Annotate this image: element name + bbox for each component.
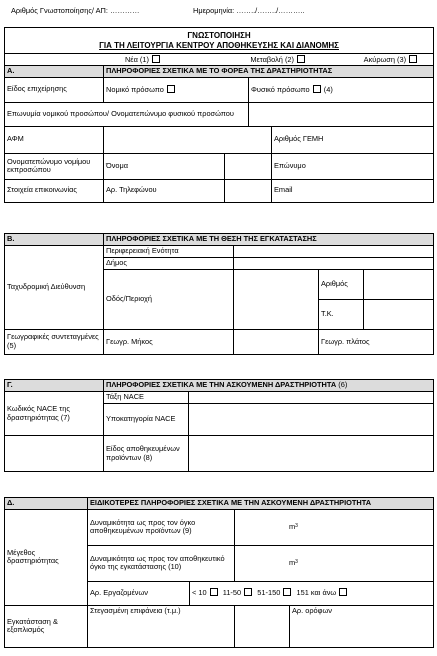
longitude-label: Γεωγρ. Μήκος bbox=[104, 330, 234, 355]
checkbox-emp-lt10[interactable] bbox=[210, 588, 218, 596]
checkbox-emp-151-plus[interactable] bbox=[339, 588, 347, 596]
number-label: Αριθμός bbox=[319, 270, 364, 300]
section-a-letter: Α. bbox=[5, 66, 104, 78]
type-cancel[interactable]: Ακύρωση (3) bbox=[308, 55, 418, 65]
capacity-facility-label: Δυναμικότητα ως προς τον αποθηκευτικό όγκο της εγκατάστασης (10) bbox=[88, 545, 235, 581]
emp-11-50[interactable]: 11-50 bbox=[223, 588, 253, 597]
section-a-table bbox=[4, 27, 434, 203]
checkbox-emp-51-150[interactable] bbox=[283, 588, 291, 596]
street-value[interactable] bbox=[234, 270, 319, 330]
title-line-1: ΓΝΩΣΤΟΠΟΙΗΣΗ bbox=[187, 30, 251, 40]
section-c-heading: ΠΛΗΡΟΦΟΡΙΕΣ ΣΧΕΤΙΚΑ ΜΕ ΤΗΝ ΑΣΚΟΥΜΕΝΗ ΔΡΑΣΤΗΡΙΟΤΗΤΑ (6) bbox=[104, 380, 434, 392]
street-label: Οδός/Περιοχή bbox=[104, 270, 234, 330]
capacity-facility-value[interactable]: $m^3$ bbox=[235, 545, 434, 581]
section-a-heading: ΠΛΗΡΟΦΟΡΙΕΣ ΣΧΕΤΙΚΑ ΜΕ ΤΟ ΦΟΡΕΑ ΤΗΣ ΔΡΑΣΤΗΡΙΟΤΗΤΑΣ bbox=[104, 66, 434, 78]
section-d-heading: ΕΙΔΙΚΟΤΕΡΕΣ ΠΛΗΡΟΦΟΡΙΕΣ ΣΧΕΤΙΚΑ ΜΕ ΤΗΝ ΑΣΚΟΥΜΕΝΗ ΔΡΑΣΤΗΡΙΟΤΗΤΑ bbox=[88, 498, 434, 510]
covered-area-label: Στεγασμένη επιφάνεια (τ.μ.) bbox=[88, 605, 235, 647]
emp-151-plus[interactable]: 151 και άνω bbox=[296, 588, 348, 597]
section-c-table bbox=[4, 379, 434, 472]
section-b-table bbox=[4, 233, 434, 355]
nace-class-label: Τάξη NACE bbox=[104, 392, 189, 404]
employees-options bbox=[190, 581, 434, 605]
first-name-value[interactable] bbox=[225, 153, 272, 179]
section-c-letter: Γ. bbox=[5, 380, 104, 392]
first-name-label: Όνομα bbox=[104, 153, 225, 179]
stored-products-value[interactable] bbox=[189, 436, 434, 472]
entity-type-label: Είδος επιχείρησης bbox=[5, 77, 104, 102]
municipality-label: Δήμος bbox=[104, 258, 234, 270]
phone-value[interactable] bbox=[225, 179, 272, 202]
capacity-products-value[interactable]: $m^3$ bbox=[235, 509, 434, 545]
empty-cell bbox=[5, 436, 104, 472]
representative-label: Ονοματεπώνυμο νομίμου εκπροσώπου bbox=[5, 153, 104, 179]
checkbox-legal-person[interactable] bbox=[167, 85, 175, 93]
nace-subcategory-value[interactable] bbox=[189, 404, 434, 436]
email-label: Email bbox=[272, 179, 434, 202]
date-field: Ημερομηνία: ……../……../……….. bbox=[193, 6, 305, 15]
checkbox-natural-person[interactable] bbox=[313, 85, 321, 93]
form-header bbox=[11, 7, 431, 19]
section-d-table bbox=[4, 497, 434, 648]
covered-area-value[interactable] bbox=[235, 605, 290, 647]
stored-products-label: Είδος αποθηκευμένων προϊόντων (8) bbox=[104, 436, 189, 472]
employees-label: Αρ. Εργαζομένων bbox=[88, 581, 190, 605]
postcode-label: Τ.Κ. bbox=[319, 300, 364, 330]
longitude-value[interactable] bbox=[234, 330, 319, 355]
postal-address-label: Ταχυδρομική Διεύθυνση bbox=[5, 246, 104, 330]
checkbox-emp-11-50[interactable] bbox=[244, 588, 252, 596]
capacity-products-label: Δυναμικότητα ως προς τον όγκο αποθηκευμένων προϊόντων (9) bbox=[88, 509, 235, 545]
title-line-2: ΓΙΑ ΤΗ ΛΕΙΤΟΥΡΓΙΑ ΚΕΝΤΡΟΥ ΑΠΟΘΗΚΕΥΣΗΣ ΚΑΙ ΔΙΑΝΟΜΗΣ bbox=[99, 40, 339, 50]
type-change[interactable]: Μεταβολή (2) bbox=[163, 55, 306, 65]
notification-type-row bbox=[5, 54, 434, 66]
nace-code-label: Κωδικός NACE της δραστηριότητας (7) bbox=[5, 392, 104, 436]
gemi-label: Αριθμός ΓΕΜΗ bbox=[272, 126, 434, 153]
phone-label: Αρ. Τηλεφώνου bbox=[104, 179, 225, 202]
legal-person-option[interactable]: Νομικό πρόσωπο bbox=[104, 77, 249, 102]
section-b-letter: Β. bbox=[5, 234, 104, 246]
checkbox-change[interactable] bbox=[297, 55, 305, 63]
surname-label: Επώνυμο bbox=[272, 153, 434, 179]
afm-value[interactable] bbox=[104, 126, 272, 153]
name-value[interactable] bbox=[249, 102, 434, 126]
natural-person-option[interactable]: Φυσικό πρόσωπο (4) bbox=[249, 77, 434, 102]
number-value[interactable] bbox=[364, 270, 434, 300]
type-new[interactable]: Νέα (1) bbox=[5, 55, 161, 65]
emp-51-150[interactable]: 51-150 bbox=[257, 588, 292, 597]
coordinates-label: Γεωγραφικές συντεταγμένες (5) bbox=[5, 330, 104, 355]
form-title bbox=[5, 28, 434, 54]
section-b-heading: ΠΛΗΡΟΦΟΡΙΕΣ ΣΧΕΤΙΚΑ ΜΕ ΤΗ ΘΕΣΗ ΤΗΣ ΕΓΚΑΤΑΣΤΑΣΗΣ bbox=[104, 234, 434, 246]
nace-class-value[interactable] bbox=[189, 392, 434, 404]
notification-number: Αριθμός Γνωστοποίησης/ ΑΠ: ………… bbox=[11, 6, 140, 15]
floors-label: Αρ. ορόφων bbox=[290, 605, 434, 647]
region-value[interactable] bbox=[234, 246, 434, 258]
contact-label: Στοιχεία επικοινωνίας bbox=[5, 179, 104, 202]
section-d-letter: Δ. bbox=[5, 498, 88, 510]
afm-label: ΑΦΜ bbox=[5, 126, 104, 153]
name-label: Επωνυμία νομικού προσώπου/ Ονοματεπώνυμο φυσικού προσώπου bbox=[5, 102, 249, 126]
postcode-value[interactable] bbox=[364, 300, 434, 330]
installation-label: Εγκατάσταση & εξοπλισμός bbox=[5, 605, 88, 647]
municipality-value[interactable] bbox=[234, 258, 434, 270]
checkbox-cancel[interactable] bbox=[409, 55, 417, 63]
checkbox-new[interactable] bbox=[152, 55, 160, 63]
emp-lt10[interactable]: < 10 bbox=[192, 588, 219, 597]
nace-subcategory-label: Υποκατηγορία NACE bbox=[104, 404, 189, 436]
activity-size-label: Μέγεθος δραστηριότητας bbox=[5, 509, 88, 605]
latitude-label: Γεωγρ. πλάτος bbox=[319, 330, 434, 355]
region-label: Περιφερειακή Ενότητα bbox=[104, 246, 234, 258]
